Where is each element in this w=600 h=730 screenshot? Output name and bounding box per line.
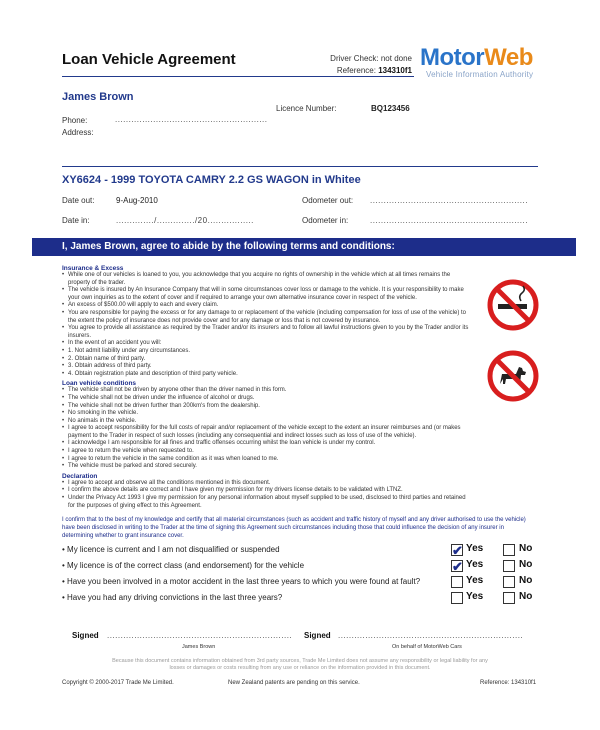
phone-value: ........................................................: [115, 115, 268, 124]
question-text: • Have you been involved in a motor accident in the last three years to which you were found at fault?: [62, 577, 421, 586]
term-item: • Under the Privacy Act 1993 I give my permission for any personal information about myself supplied to be used, disclosed to third parties and retained for the purposes of giving effect to this Agreement.: [62, 495, 472, 510]
term-item: • No smoking in the vehicle.: [62, 410, 472, 418]
term-item: • The vehicle shall not be driven further than 200km's from the dealership.: [62, 403, 472, 411]
question-text: • My licence is current and I am not disqualified or suspended: [62, 545, 280, 554]
no-label: No: [519, 575, 533, 586]
term-item: • 3. Obtain address of third party.: [62, 363, 472, 371]
terms-body: [62, 265, 472, 510]
question-4-no-checkbox[interactable]: [503, 592, 515, 604]
yes-label: Yes: [466, 543, 484, 554]
checkmark-icon: ✔: [452, 543, 463, 558]
question-3-no-checkbox[interactable]: [503, 576, 515, 588]
loan-heading: Loan vehicle conditions: [62, 380, 137, 388]
footer-copyright: Copyright © 2000-2017 Trade Me Limited.: [62, 680, 174, 686]
signature-line-right: ....................................................................: [338, 631, 524, 640]
term-item: • No animals in the vehicle.: [62, 418, 472, 426]
signature-line-left: ....................................................................: [107, 631, 293, 640]
confirmation-text: I confirm that to the best of my knowledge and certify that all material circumstances (such as accident and traffic history of myself and any driver authorised to use the vehicle) have been disclosed in writing to the Trader at the time of signing this Agreement such circumstances including those that could influence the decision of any insurer in determining whether to grant insurance cover.: [62, 517, 526, 539]
question-text: • My licence is of the correct class (and endorsement) for the vehicle: [62, 561, 305, 570]
term-item: • 4. Obtain registration plate and description of third party vehicle.: [62, 371, 472, 379]
term-item: • 2. Obtain name of third party.: [62, 356, 472, 364]
date-in-value: ............../............../20.................: [116, 216, 254, 225]
term-item: • The vehicle shall not be driven under the influence of alcohol or drugs.: [62, 395, 472, 403]
yes-label: Yes: [466, 559, 484, 570]
question-2-yes-checkbox[interactable]: [451, 560, 463, 572]
logo-tagline: Vehicle Information Authority: [426, 70, 534, 79]
driver-check-status: Driver Check: not done: [330, 54, 412, 63]
page-title: Loan Vehicle Agreement: [62, 51, 236, 68]
term-item: • I agree to accept and observe all the conditions mentioned in this document.: [62, 480, 472, 488]
signer-name: James Brown: [182, 644, 216, 650]
trader-signer: On behalf of MotorWeb Cars: [392, 644, 462, 650]
date-out-value: 9-Aug-2010: [116, 196, 158, 205]
term-item: • I confirm the above details are correct and I have given my permission for my drivers license details to be validated with LTNZ.: [62, 487, 472, 495]
signed-label-left: Signed: [72, 631, 99, 640]
licence-label: Licence Number:: [276, 104, 337, 113]
no-smoking-icon: [487, 279, 539, 331]
motorweb-logo: [420, 44, 533, 72]
vehicle-title: XY6624 - 1999 TOYOTA CAMRY 2.2 GS WAGON in Whitee: [62, 174, 361, 186]
no-label: No: [519, 543, 533, 554]
signed-label-right: Signed: [304, 631, 331, 640]
term-item: • I agree to return the vehicle in the same condition as it was when loaned to me.: [62, 456, 472, 464]
term-item: • The vehicle shall not be driven by anyone other than the driver named in this form.: [62, 387, 472, 395]
term-item: • The vehicle is insured by An Insurance Company that will in some circumstances cover loss or damage to the vehicle. It is your responsibility to make your own inquiries as to the extent of cover and if required to arrange your own alternative insurance cover in respect of the vehicle.: [62, 287, 472, 302]
question-1-yes-checkbox[interactable]: [451, 544, 463, 556]
question-3-yes-checkbox[interactable]: [451, 576, 463, 588]
reference-line: [300, 65, 412, 77]
checkmark-icon: ✔: [452, 559, 463, 574]
question-2-no-checkbox[interactable]: [503, 560, 515, 572]
footer-patents: New Zealand patents are pending on this service.: [228, 680, 360, 686]
disclaimer: Because this document contains information obtained from 3rd party sources, Trade Me Limited does not assume any responsibility or legal liability for any losses or damages or costs resulting from any use or reliance on the information provided in this document.: [112, 658, 488, 671]
no-label: No: [519, 591, 533, 602]
reference-value: 134310f1: [378, 66, 412, 75]
loan-list: [62, 387, 472, 471]
date-out-label: Date out:: [62, 196, 95, 205]
term-item: • I acknowledge I am responsible for all fines and traffic offenses occurring whilst the loan vehicle is under my control.: [62, 440, 472, 448]
no-label: No: [519, 559, 533, 570]
reference-label: Reference:: [336, 66, 376, 75]
yes-label: Yes: [466, 591, 484, 602]
no-dogs-icon: [487, 350, 539, 402]
odometer-in-value: ..........................................................: [370, 216, 528, 225]
term-item: • I agree to return the vehicle when requested to.: [62, 448, 472, 456]
logo-motor: Motor: [420, 44, 485, 71]
licence-value: BQ123456: [371, 104, 410, 113]
odometer-in-label: Odometer in:: [302, 216, 349, 225]
term-item: • 1. Not admit liability under any circumstances.: [62, 348, 472, 356]
term-item: • You agree to provide all assistance as required by the Trader and/or its insurers and to follow all lawful instructions given to you by the Trader and/or its insurers.: [62, 325, 472, 340]
date-in-label: Date in:: [62, 216, 90, 225]
logo-web: Web: [484, 44, 533, 71]
question-1-no-checkbox[interactable]: [503, 544, 515, 556]
term-item: • An excess of $500.00 will apply to each and every claim.: [62, 302, 472, 310]
insurance-heading: Insurance & Excess: [62, 265, 124, 272]
yes-label: Yes: [466, 575, 484, 586]
question-text: • Have you had any driving convictions in the last three years?: [62, 593, 283, 602]
odometer-out-value: ..........................................................: [370, 196, 528, 205]
question-4-yes-checkbox[interactable]: [451, 592, 463, 604]
driver-name: James Brown: [62, 91, 134, 103]
insurance-list: [62, 272, 472, 378]
declaration-heading: Declaration: [62, 472, 98, 480]
address-label: Address:: [62, 128, 94, 137]
declaration-list: [62, 480, 472, 510]
phone-label: Phone:: [62, 116, 88, 125]
term-item: • I agree to accept responsibility for the full costs of repair and/or replacement of the vehicle except to the extent an insurer reimburses and (or makes payment to the Trader in respect of such losses (including any consequential and indirect losses such as loss of use of the vehicle).: [62, 425, 472, 440]
odometer-out-label: Odometer out:: [302, 196, 354, 205]
footer-reference: Reference: 134310f1: [480, 680, 537, 686]
term-item: • The vehicle must be parked and stored securely.: [62, 463, 472, 471]
term-item: • In the event of an accident you will:: [62, 340, 472, 348]
term-item: • You are responsible for paying the excess or for any damage to or replacement of the vehicle (including compensation for loss of use of the vehicle) to the extent the policy of insurance does not provide cover and for any damage or loss that is not covered by insurance.: [62, 310, 472, 325]
driver-check-info: [300, 53, 412, 77]
term-item: • While one of our vehicles is loaned to you, you acknowledge that you acquire no rights of ownership in the vehicle which at all times remains the property of the trader.: [62, 272, 472, 287]
terms-banner: I, James Brown, agree to abide by the following terms and conditions:: [32, 238, 576, 256]
section-rule: [62, 166, 538, 167]
